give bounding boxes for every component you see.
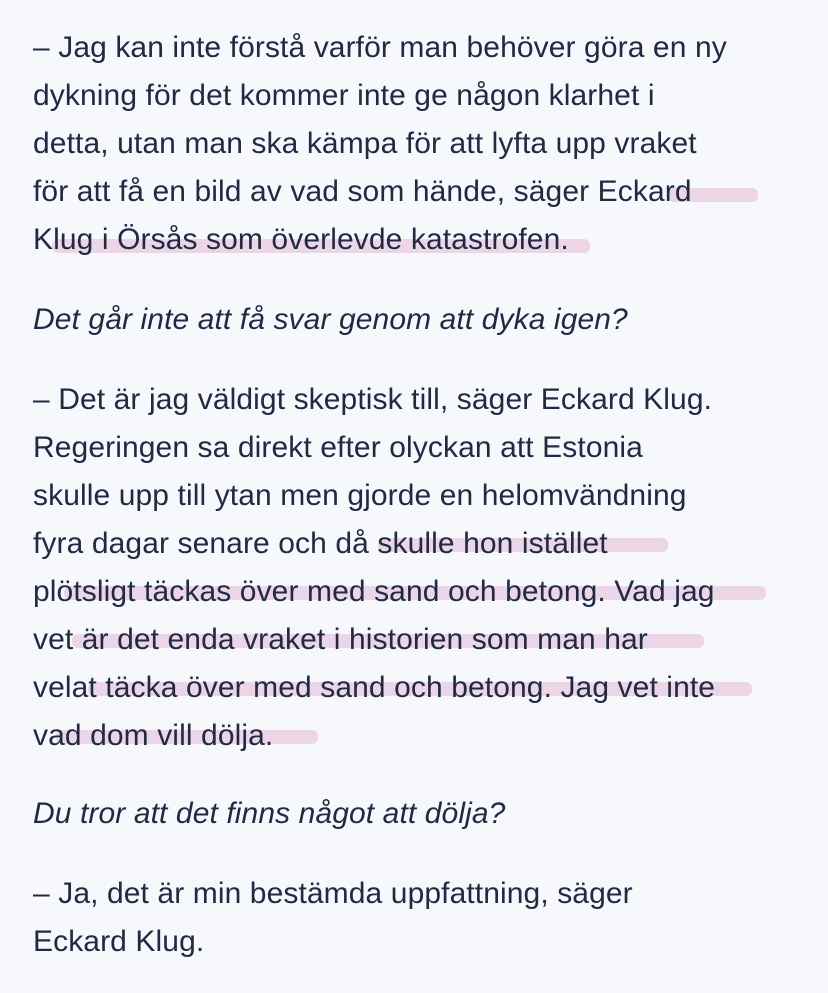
- paragraph-1-line-1: – Jag kan inte förstå varför man behöver göra en ny: [33, 31, 727, 64]
- interviewer-question-1: Det går inte att få svar genom att dyka igen?: [33, 303, 628, 336]
- paragraph-3-line-1: – Ja, det är min bestämda uppfattning, säger: [33, 877, 633, 910]
- paragraph-2-line-5: plötsligt täckas över med sand och betong. Vad jag: [33, 575, 715, 608]
- paragraph-3-line-2: Eckard Klug.: [33, 925, 205, 958]
- paragraph-1-line-5: Klug i Örsås som överlevde katastrofen.: [33, 223, 569, 256]
- paragraph-2-line-1: – Det är jag väldigt skeptisk till, säger Eckard Klug.: [33, 383, 713, 416]
- paragraph-1-line-3: detta, utan man ska kämpa för att lyfta upp vraket: [33, 127, 697, 160]
- paragraph-2-line-2: Regeringen sa direkt efter olyckan att Estonia: [33, 431, 643, 464]
- paragraph-2-line-3: skulle upp till ytan men gjorde en helomvändning: [33, 479, 687, 512]
- paragraph-2-line-7: velat täcka över med sand och betong. Jag vet inte: [33, 671, 716, 704]
- paragraph-1-line-2: dykning för det kommer inte ge någon klarhet i: [33, 79, 655, 112]
- paragraph-1-line-4: för att få en bild av vad som hände, säger Eckard: [33, 175, 692, 208]
- paragraph-2-line-4: fyra dagar senare och då skulle hon istället: [33, 527, 608, 560]
- interviewer-question-2: Du tror att det finns något att dölja?: [33, 797, 506, 830]
- paragraph-2-line-8: vad dom vill dölja.: [33, 719, 274, 752]
- paragraph-2-line-6: vet är det enda vraket i historien som man har: [33, 623, 648, 656]
